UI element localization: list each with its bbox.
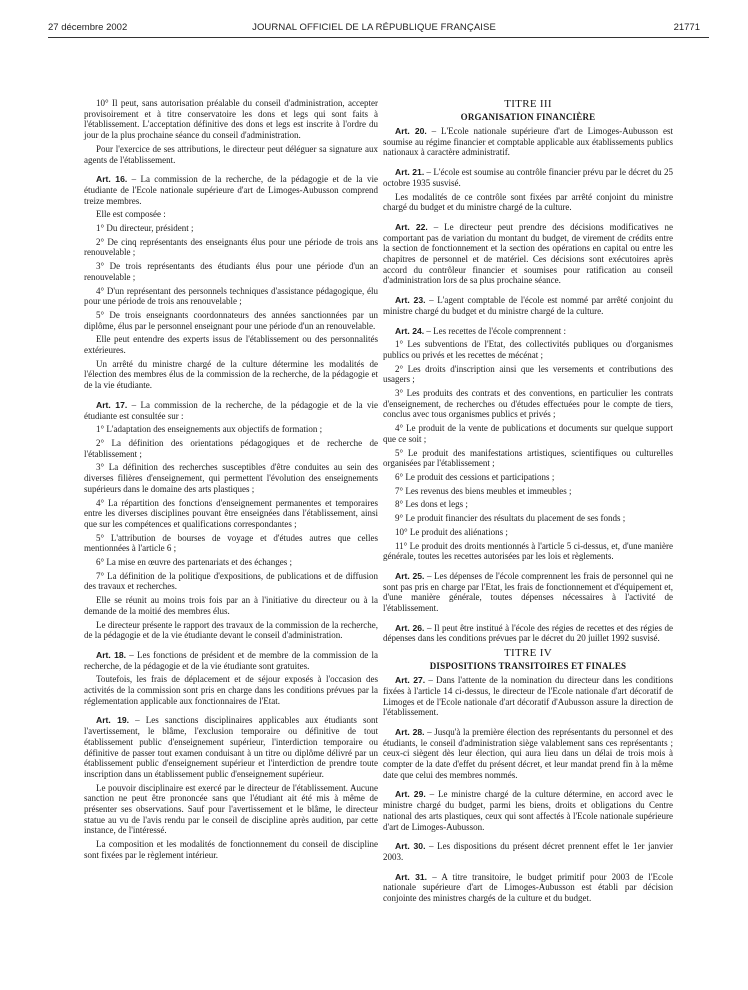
paragraph-text: Elle est composée :	[96, 209, 166, 220]
section-heading	[383, 647, 673, 672]
header-date: 27 décembre 2002	[48, 22, 128, 33]
paragraph	[84, 286, 378, 307]
article-paragraph	[383, 841, 673, 862]
article-label: Art. 19.	[96, 715, 130, 726]
paragraph	[84, 261, 378, 282]
article-paragraph	[84, 650, 378, 671]
paragraph-text: 4° Le produit de la vente de publications et documents sur quelque support que ce soit ;	[383, 423, 673, 444]
article-paragraph	[383, 789, 673, 832]
paragraph	[383, 192, 673, 213]
paragraph-text: 10° Il peut, sans autorisation préalable du conseil d'administration, accepter provisoirement et à titre conservatoire les dons et legs qui sont faits à l'établissement. L'acceptation définitive des dons et legs est inscrite à l'ordre du jour de la plus prochaine séance du conseil d'administration.	[84, 98, 378, 141]
article-paragraph	[383, 167, 673, 188]
paragraph-text: – L'école est soumise au contrôle financier prévu par le décret du 25 octobre 1935 susvisé.	[383, 167, 673, 188]
article-label: Art. 26.	[395, 622, 425, 633]
paragraph-text: – Les sanctions disciplinaires applicables aux étudiants sont l'avertissement, le blâme, l'exclusion temporaire ou définitive de tout établissement public d'enseignement supérieur, l'interdiction temporaire ou définitive de passer tout examen conduisant à un titre ou diplôme délivré par un établissement public d'enseignement supérieur et l'interdiction de prendre toute inscription dans un établissement public d'enseignement supérieur.	[84, 715, 378, 779]
article-label: Art. 20.	[395, 126, 427, 136]
article-label: Art. 22.	[395, 221, 428, 232]
paragraph	[383, 486, 673, 497]
paragraph-text: La composition et les modalités de fonctionnement du conseil de discipline sont fixées par le règlement intérieur.	[84, 839, 378, 860]
paragraph-text: – Le ministre chargé de la culture détermine, en accord avec le ministre chargé du budget, parmi les biens, droits et obligations du Centre national des arts plastiques, ceux qui sont affectés à l'Ecole nationale supérieure d'art de Limoges-Aubusson.	[383, 789, 673, 832]
paragraph-text: – L'Ecole nationale supérieure d'art de Limoges-Aubusson est soumise au régime financier et comptable applicable aux établissements publics nationaux à caractère administratif.	[383, 126, 673, 158]
paragraph-text: 1° Du directeur, président ;	[96, 223, 194, 234]
paragraph-text: 5° Le produit des manifestations artistiques, scientifiques ou culturelles organisées par l'établissement ;	[383, 447, 673, 469]
article-paragraph	[383, 295, 673, 316]
paragraph-text: 7° Les revenus des biens meubles et immeubles ;	[395, 485, 572, 496]
paragraph-text: Elle se réunit au moins trois fois par an à l'initiative du directeur ou à la demande de la moitié des membres élus.	[84, 595, 378, 616]
article-paragraph	[383, 571, 673, 614]
paragraph	[84, 334, 378, 355]
paragraph-text: Le directeur présente le rapport des travaux de la commission de la recherche, de la pédagogie et de la vie étudiante devant le conseil d'administration.	[84, 619, 378, 641]
article-paragraph	[383, 222, 673, 286]
section-title: TITRE III	[504, 98, 552, 110]
paragraph-text: 10° Le produit des aliénations ;	[395, 526, 508, 537]
paragraph-text: – Le directeur peut prendre des décisions modificatives ne comportant pas de variation du montant du budget, de virement de crédits entre la section de fonctionnement et la section des opérations en capital ou entre les chapitres de personnel et de matériel. Ces décisions sont exécutoires après accord du contrôleur financier et soumises pour ratification au conseil d'administration lors de sa plus prochaine séance.	[383, 221, 673, 286]
paragraph	[383, 472, 673, 483]
article-label: Art. 18.	[96, 649, 127, 660]
paragraph	[383, 364, 673, 385]
section-subtitle: DISPOSITIONS TRANSITOIRES ET FINALES	[429, 661, 627, 672]
paragraph-text: 6° La mise en œuvre des partenariats et des échanges ;	[96, 557, 293, 568]
section-heading	[383, 98, 673, 123]
paragraph	[84, 674, 378, 706]
right-column	[383, 98, 673, 907]
paragraph-text: 7° La définition de la politique d'expositions, de publications et de diffusion des travaux et recherches.	[84, 570, 378, 592]
paragraph-text: – La commission de la recherche, de la pédagogie et de la vie étudiante est consultée sur :	[84, 399, 379, 421]
paragraph	[84, 533, 378, 554]
article-paragraph	[383, 126, 673, 158]
paragraph-text: Elle peut entendre des experts issus de l'établissement ou des personnalités extérieures.	[84, 334, 378, 356]
paragraph-text: 4° D'un représentant des personnels techniques d'assistance pédagogique, élu pour une période de trois ans renouvelable ;	[84, 285, 378, 307]
paragraph-text: – Les dépenses de l'école comprennent les frais de personnel qui ne sont pas pris en charge par l'Etat, les frais de fonctionnement et d'équipement et, d'une manière générale, toutes dépenses nécessaires à l'activité de l'établissement.	[383, 570, 673, 614]
paragraph	[84, 310, 378, 331]
paragraph-text: 1° Les subventions de l'Etat, des collectivités publiques ou d'organismes publics ou privés et les recettes de mécénat ;	[383, 339, 673, 360]
paragraph	[383, 499, 673, 510]
paragraph	[84, 557, 378, 568]
article-label: Art. 28.	[395, 726, 425, 737]
paragraph-text: Les modalités de ce contrôle sont fixées par arrêté conjoint du ministre chargé du budget et du ministre chargé de la culture.	[383, 191, 673, 213]
article-paragraph	[383, 675, 673, 718]
paragraph	[84, 839, 378, 860]
paragraph-text: Un arrêté du ministre chargé de la culture détermine les modalités de l'élection des membres élus de la commission de la recherche, de la pédagogie et de la vie étudiante.	[84, 358, 378, 391]
article-paragraph	[84, 715, 378, 779]
section-title: TITRE IV	[504, 647, 552, 660]
paragraph-text: Toutefois, les frais de déplacement et de séjour exposés à l'occasion des activités de la commission sont pris en charge dans les conditions prévues par la réglementation applicable aux fonctionnaires de l'Etat.	[84, 674, 378, 706]
paragraph	[84, 595, 378, 616]
paragraph	[84, 237, 378, 258]
paragraph	[84, 144, 378, 165]
article-label: Art. 27.	[395, 675, 426, 686]
article-paragraph	[383, 623, 673, 644]
paragraph	[383, 423, 673, 444]
paragraph-text: 2° De cinq représentants des enseignants élus pour une période de trois ans renouvelable ;	[84, 236, 378, 258]
header-journal-title: JOURNAL OFFICIEL DE LA RÉPUBLIQUE FRANÇAISE	[252, 22, 496, 33]
header-page-number: 21771	[673, 22, 700, 33]
paragraph-text: 6° Le produit des cessions et participations ;	[395, 471, 555, 482]
paragraph-text: 3° La définition des recherches susceptibles d'être conduites au sein des diverses filières d'enseignement, qui permettent l'évolution des enseignements supérieurs dans le domaine des arts plastiques ;	[84, 462, 378, 494]
paragraph-text: 8° Les dons et legs ;	[395, 499, 468, 510]
article-paragraph	[383, 326, 673, 337]
article-label: Art. 24.	[395, 325, 425, 336]
paragraph-text: Pour l'exercice de ses attributions, le directeur peut déléguer sa signature aux agents de l'établissement.	[84, 143, 378, 165]
paragraph	[383, 448, 673, 469]
paragraph	[383, 527, 673, 538]
paragraph	[84, 498, 378, 530]
article-label: Art. 17.	[96, 399, 128, 410]
paragraph-text: 3° De trois représentants des étudiants élus pour une période d'un an renouvelable ;	[84, 261, 378, 282]
paragraph-text: 3° Les produits des contrats et des conventions, en particulier les contrats d'enseignement, de recherches ou d'études effectuées pour le compte de tiers, conclus avec tous organismes publics et privés ;	[383, 388, 673, 420]
article-paragraph	[84, 400, 378, 421]
paragraph-text: 1° L'adaptation des enseignements aux objectifs de formation ;	[96, 424, 323, 435]
paragraph-text: 9° Le produit financier des résultats du placement de ses fonds ;	[395, 513, 626, 524]
paragraph	[84, 620, 378, 641]
article-label: Art. 29.	[395, 789, 426, 800]
paragraph-text: 2° Les droits d'inscription ainsi que les versements et contributions des usagers ;	[383, 363, 673, 385]
article-paragraph	[383, 872, 673, 904]
paragraph	[84, 98, 378, 141]
paragraph-text: – La commission de la recherche, de la pédagogie et de la vie étudiante de l'Ecole nationale supérieure d'art de Limoges-Aubusson comprend treize membres.	[84, 174, 379, 206]
paragraph-text: – Dans l'attente de la nomination du directeur dans les conditions fixées à l'article 14 ci-dessus, le directeur de l'Ecole nationale d'art décoratif de Limoges et de l'Ecole nationale d'art décoratif d'Aubusson assure la direction de l'établissement.	[383, 675, 673, 718]
paragraph	[84, 223, 378, 234]
paragraph	[84, 438, 378, 459]
paragraph-text: – L'agent comptable de l'école est nommé par arrêté conjoint du ministre chargé du budget et du ministre chargé de la culture.	[383, 295, 674, 316]
paragraph-text: – A titre transitoire, le budget primitif pour 2003 de l'Ecole nationale supérieure d'art de Limoges-Aubusson est établi par décision conjointe des ministres chargés de la culture et du budget.	[383, 871, 674, 904]
paragraph-text: 5° L'attribution de bourses de voyage et d'études autres que celles mentionnées à l'article 6 ;	[84, 532, 378, 554]
paragraph-text: 2° La définition des orientations pédagogiques et de recherche de l'établissement ;	[84, 437, 378, 459]
paragraph-text: 5° De trois enseignants coordonnateurs des années sanctionnées par un diplôme, élus par le personnel enseignant pour une période d'un an renouvelable.	[84, 309, 378, 331]
paragraph-text: Le pouvoir disciplinaire est exercé par le directeur de l'établissement. Aucune sanction ne peut être prononcée sans que l'étudiant ait été mis à même de présenter ses observations. Sauf pour l'avertissement et le blâme, le directeur statue au vu de l'avis rendu par le conseil de discipline après audition, par cette instance, de l'intéressé.	[84, 782, 378, 836]
paragraph-text: – Les fonctions de président et de membre de la commission de la recherche, de la pédagogie et de la vie étudiante sont gratuites.	[84, 649, 378, 671]
header-rule	[48, 37, 709, 38]
paragraph-text: – Il peut être institué à l'école des régies de recettes et des régies de dépenses dans les conditions prévues par le décret du 20 juillet 1992 susvisé.	[383, 622, 673, 644]
paragraph	[84, 462, 378, 494]
paragraph-text: – Les dispositions du présent décret prennent effet le 1er janvier 2003.	[383, 841, 673, 862]
paragraph	[383, 388, 673, 420]
article-label: Art. 25.	[395, 570, 425, 581]
paragraph-text: 11° Le produit des droits mentionnés à l'article 5 ci-dessus, et, d'une manière générale, toutes les recettes autorisées par les lois et règlements.	[383, 540, 673, 562]
left-column	[84, 98, 378, 864]
paragraph-text: – Jusqu'à la première élection des représentants du personnel et des étudiants, le conseil d'administration siège valablement sans ces représentants ; ceux-ci siègent dès leur élection, qui aura lieu dans un délai de trois mois à compter de la date d'effet du présent décret, et leur mandat prend fin à la même date que celui des membres nommés.	[383, 726, 673, 780]
paragraph	[84, 571, 378, 592]
section-subtitle: ORGANISATION FINANCIÈRE	[460, 112, 596, 122]
paragraph	[383, 339, 673, 360]
article-label: Art. 21.	[395, 167, 425, 178]
paragraph	[84, 209, 378, 220]
paragraph-text: 4° La répartition des fonctions d'enseignement permanentes et temporaires entre les diverses disciplines pouvant être enseignées dans l'établissement, ainsi que sur les compétences et qualifications correspondantes ;	[84, 497, 378, 529]
article-paragraph	[84, 174, 378, 206]
article-label: Art. 16.	[96, 174, 128, 185]
article-label: Art. 31.	[395, 871, 428, 882]
article-label: Art. 30.	[395, 841, 426, 852]
paragraph	[383, 513, 673, 524]
paragraph	[383, 541, 673, 562]
article-label: Art. 23.	[395, 295, 426, 306]
article-paragraph	[383, 727, 673, 781]
paragraph	[84, 424, 378, 435]
paragraph	[84, 783, 378, 837]
paragraph	[84, 359, 378, 391]
paragraph-text: – Les recettes de l'école comprennent :	[424, 325, 566, 336]
